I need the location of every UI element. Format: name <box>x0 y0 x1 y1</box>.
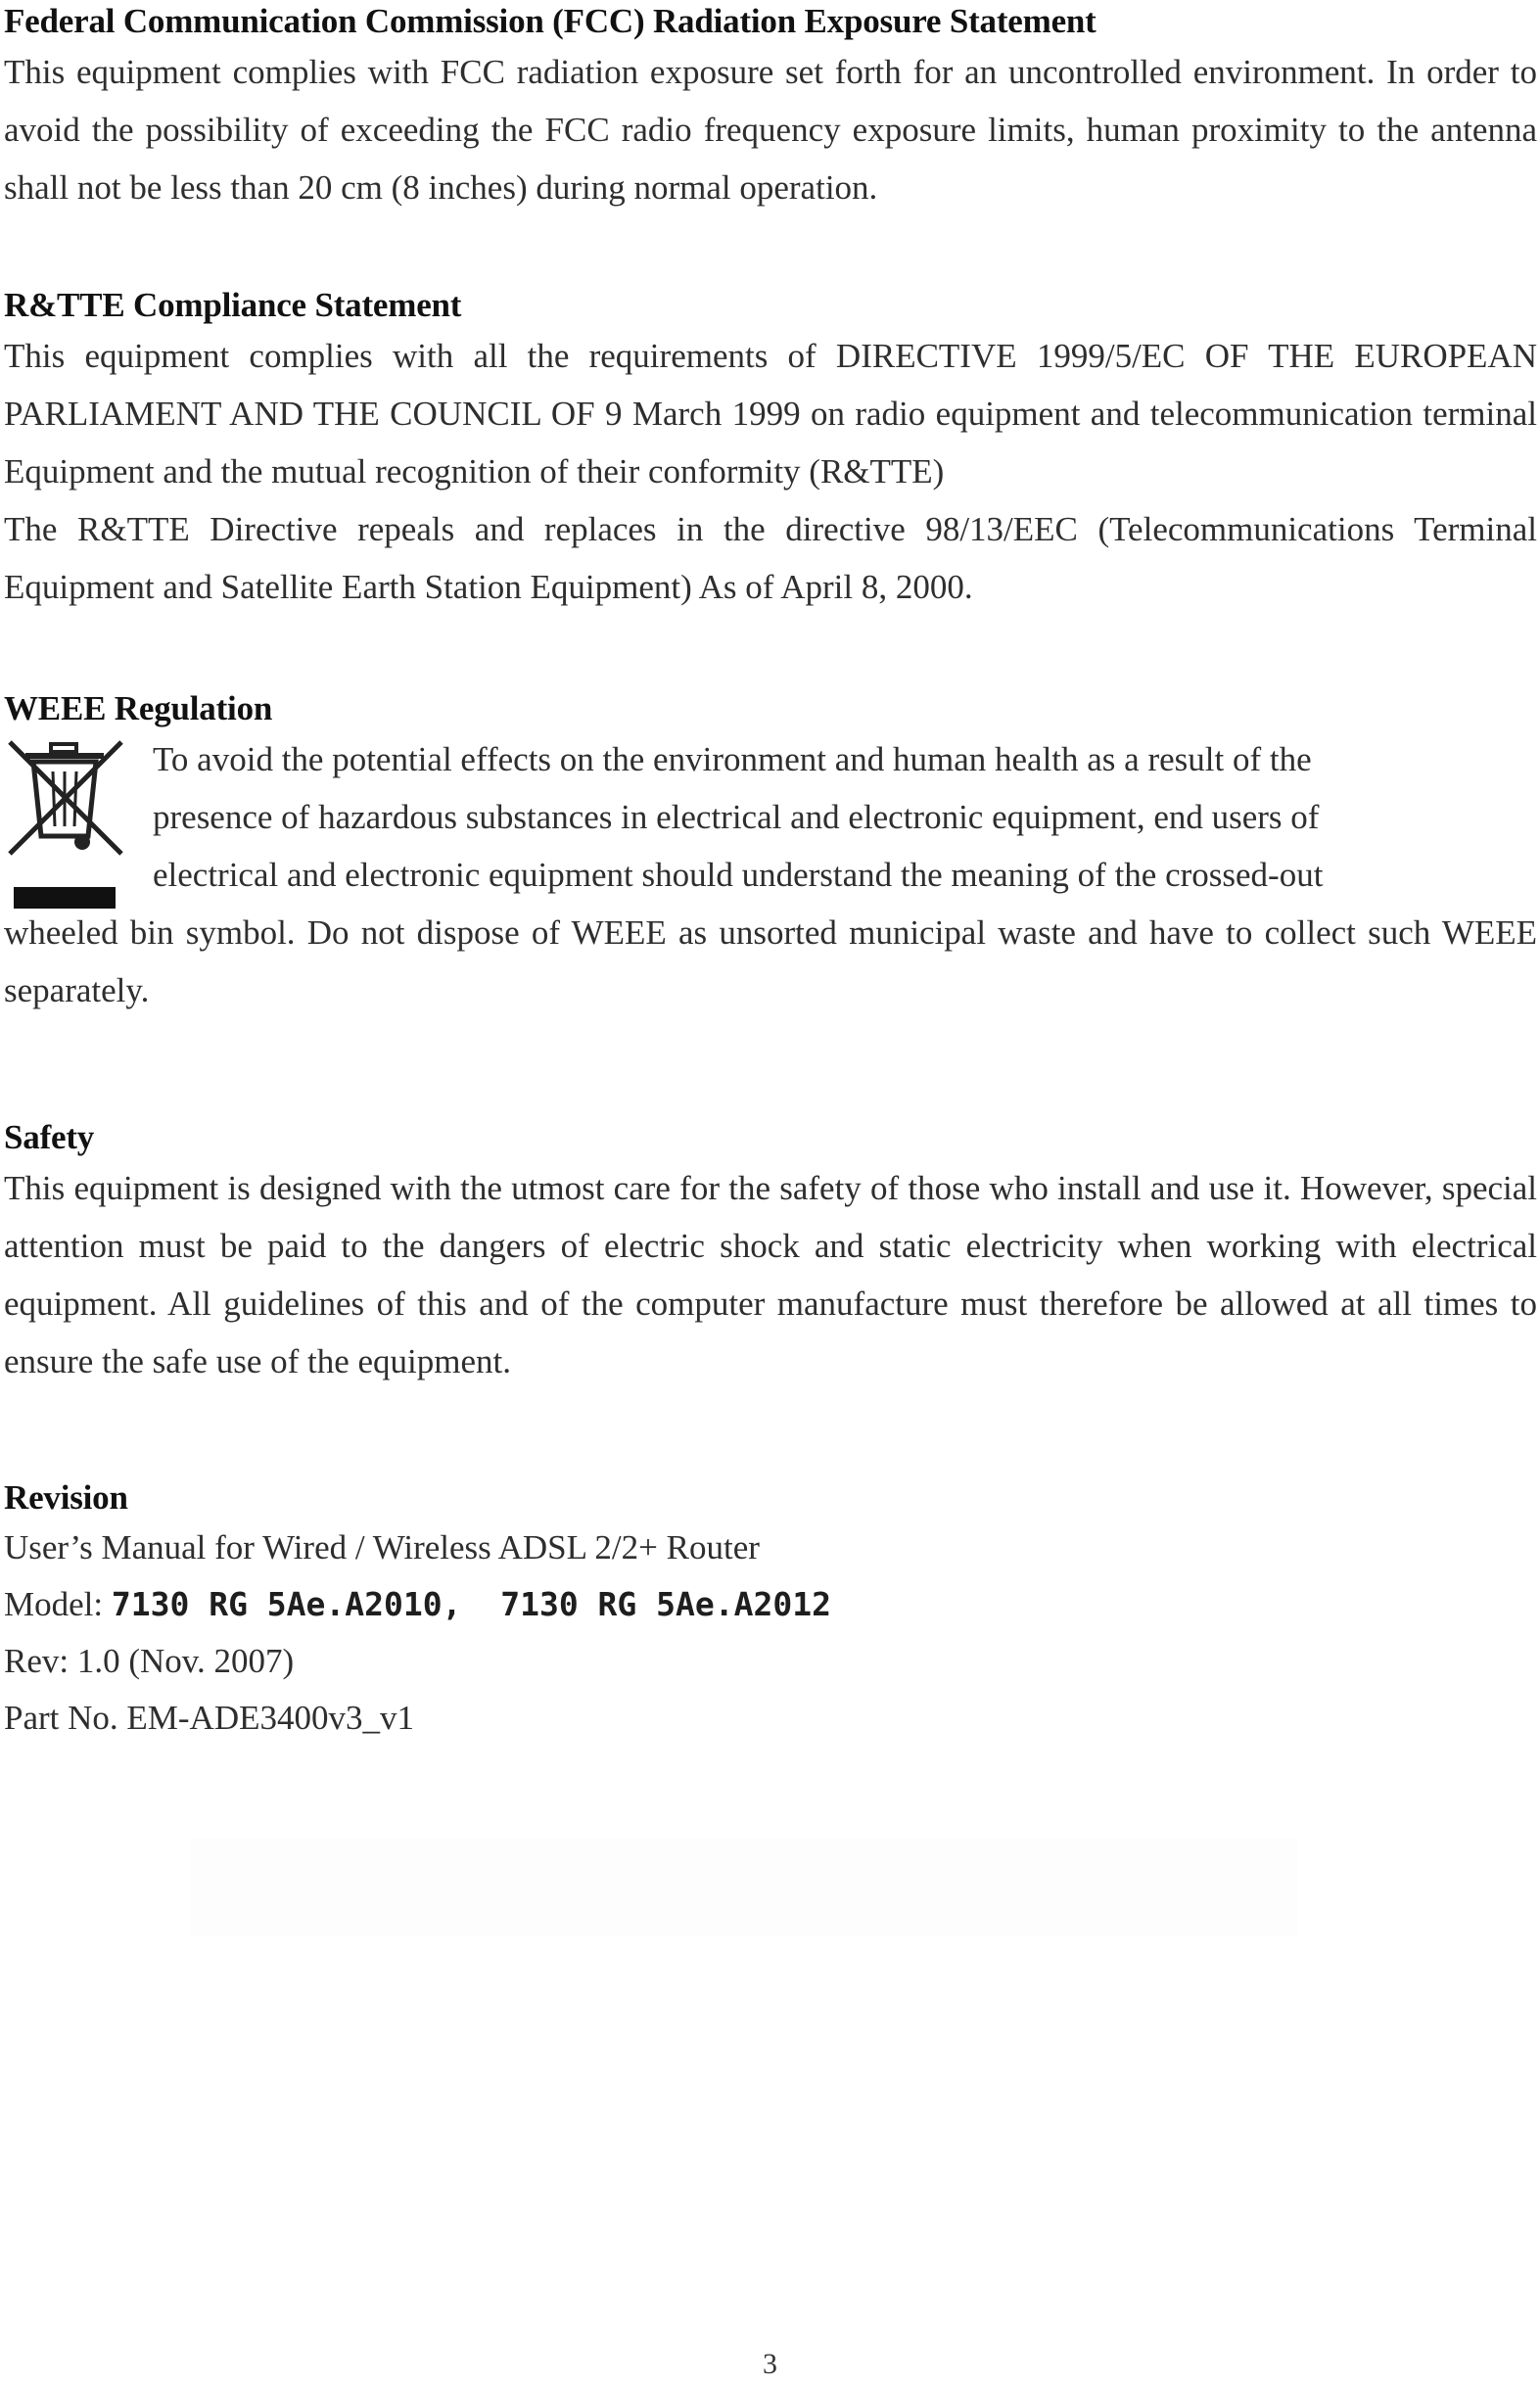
weee-heading: WEEE Regulation <box>4 689 273 727</box>
rtte-paragraph-1: This equipment complies with all the requirements of DIRECTIVE 1999/5/EC OF THE EUROPEAN PARLIAMENT AND THE COUNCIL OF 9 March 1999 on radio equipment and telecommunication terminal Equipment and the mutual recognition of their conformity (R&TTE) <box>4 337 1537 491</box>
revision-manual: User’s Manual for Wired / Wireless ADSL 2/2+ Router <box>4 1528 760 1566</box>
crossed-out-wheeled-bin-icon <box>4 738 126 924</box>
fcc-section <box>4 0 1537 216</box>
fcc-heading: Federal Communication Commission (FCC) Radiation Exposure Statement <box>4 2 1097 40</box>
revision-model <box>4 1576 1537 1633</box>
weee-line-2: presence of hazardous substances in electrical and electronic equipment, end users of <box>153 798 1320 836</box>
weee-line-3: electrical and electronic equipment should understand the meaning of the crossed-out <box>153 856 1324 894</box>
rtte-paragraph-2: The R&TTE Directive repeals and replaces in the directive 98/13/EEC (Telecommunications Terminal Equipment and Satellite Earth Station Equipment) As of April 8, 2000. <box>4 510 1537 606</box>
weee-paragraph-rest: wheeled bin symbol. Do not dispose of WEEE as unsorted municipal waste and have to collect such WEEE separately. <box>4 913 1537 1009</box>
revision-heading: Revision <box>4 1478 128 1517</box>
blank-area <box>191 1839 1297 1937</box>
weee-block <box>4 730 1537 1019</box>
weee-section <box>4 687 1537 1019</box>
revision-part-number: Part No. EM-ADE3400v3_v1 <box>4 1699 414 1737</box>
safety-section <box>4 1116 1537 1390</box>
revision-model-label: Model: <box>4 1585 104 1623</box>
revision-rev: Rev: 1.0 (Nov. 2007) <box>4 1642 295 1680</box>
safety-heading: Safety <box>4 1118 95 1156</box>
revision-section <box>4 1476 1537 1747</box>
fcc-paragraph: This equipment complies with FCC radiation exposure set forth for an uncontrolled environment. In order to avoid the possibility of exceeding the FCC radio frequency exposure limits, human proximity to the antenna shall not be less than 20 cm (8 inches) during normal operation. <box>4 53 1537 207</box>
revision-model-value: 7130 RG 5Ae.A2010, 7130 RG 5Ae.A2012 <box>111 1585 831 1623</box>
safety-paragraph: This equipment is designed with the utmost care for the safety of those who install and use it. However, special attention must be paid to the dangers of electric shock and static electricity when working with electrical equipment. All guidelines of this and of the computer manufacture must therefore be allowed at all times to ensure the safe use of the equipment. <box>4 1169 1537 1380</box>
weee-line-1: To avoid the potential effects on the environment and human health as a result of the <box>153 740 1312 778</box>
page-number: 3 <box>763 2348 777 2380</box>
rtte-heading: R&TTE Compliance Statement <box>4 286 462 324</box>
rtte-section <box>4 284 1537 616</box>
